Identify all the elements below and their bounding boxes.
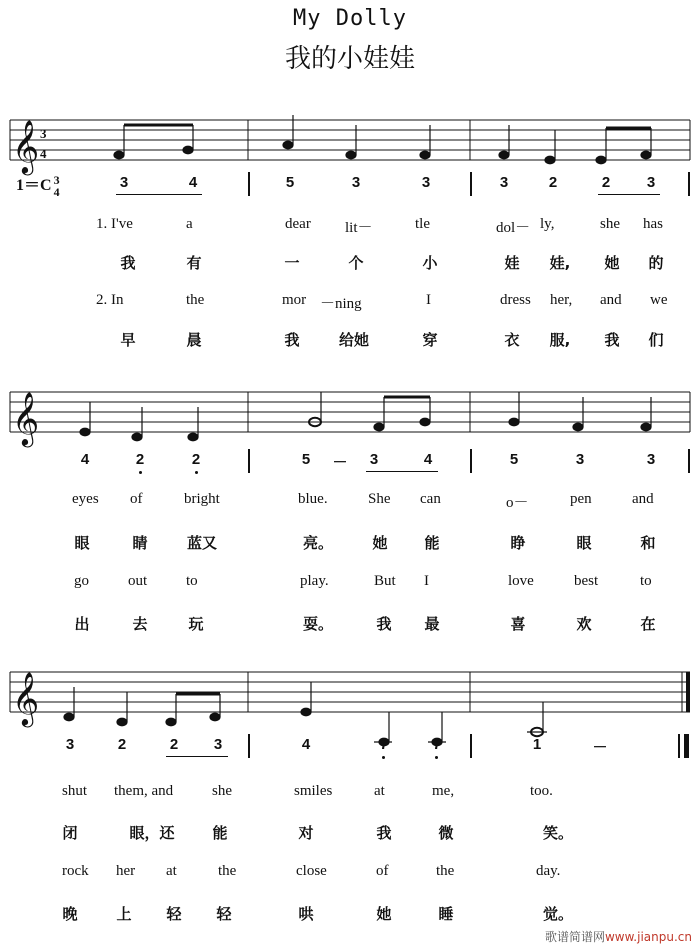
lyric-verse2: best	[574, 573, 599, 589]
lyric-cn-verse2: 晨	[186, 331, 202, 349]
lyric-verse1: tle	[415, 216, 430, 232]
lyric-verse1: bright	[184, 491, 220, 507]
lyric-cn-verse2: 睡	[438, 905, 454, 923]
lyric-cn-verse2: 玩	[188, 615, 204, 633]
lyric-verse2: to	[186, 573, 198, 589]
lyric-cn-verse2: 上	[116, 905, 132, 923]
key-label: 1＝C	[16, 177, 52, 194]
watermark	[545, 928, 692, 945]
lyric-cn-verse2: 们	[648, 331, 664, 349]
lyric-verse2: of	[376, 863, 389, 879]
lyric-cn-verse1: 我	[120, 254, 136, 272]
lyric-verse2: go	[74, 573, 89, 589]
jianpu-note: 3	[213, 736, 223, 753]
lyric-cn-verse1: 睁	[510, 534, 526, 552]
lyric-cn-verse2: 给她	[338, 331, 370, 349]
lyric-verse2: dress	[500, 292, 531, 308]
lyric-verse1: She	[368, 491, 391, 507]
lyric-cn-verse2: 我	[604, 331, 620, 349]
lyric-cn-verse2: 轻	[166, 905, 182, 923]
lyric-cn-verse1: 有	[186, 254, 202, 272]
lyric-verse2: mor	[282, 292, 307, 308]
beat-underline	[116, 194, 202, 195]
jianpu-note: 3	[646, 174, 656, 191]
lyric-cn-verse2: 在	[640, 615, 656, 633]
lyric-verse1: dol－	[496, 220, 531, 236]
lyric-verse1: o－	[506, 495, 529, 511]
jianpu-note: 2	[169, 736, 179, 753]
lyric-verse1: has	[643, 216, 663, 232]
lyric-cn-verse1: 一	[284, 254, 300, 272]
bar-line	[688, 172, 690, 196]
svg-text:3: 3	[40, 126, 47, 141]
lyric-verse2: at	[166, 863, 177, 879]
octave-dot-low	[195, 471, 198, 474]
key-signature	[16, 172, 60, 198]
beat-underline	[366, 471, 438, 472]
jianpu-note: 5	[301, 451, 311, 468]
octave-dot-low	[435, 756, 438, 759]
jianpu-note: 4	[423, 451, 433, 468]
lyric-cn-verse2: 哄	[298, 905, 314, 923]
lyric-cn-verse2: 欢	[576, 615, 592, 633]
treble-clef-icon: 𝄞	[12, 119, 40, 173]
jianpu-note: 2	[601, 174, 611, 191]
lyric-cn-verse1: 我	[376, 824, 392, 842]
final-bar-line	[684, 734, 689, 758]
lyric-verse2: we	[650, 292, 668, 308]
jianpu-note: 7	[432, 736, 442, 753]
jianpu-note: 7	[379, 736, 389, 753]
bar-line	[688, 449, 690, 473]
lyric-verse1: ly,	[540, 216, 555, 232]
lyric-verse1: shut	[62, 783, 88, 799]
lyric-verse2: 2. In	[96, 292, 124, 308]
lyric-cn-verse1: 娃,	[549, 254, 571, 272]
lyric-cn-verse2: 我	[284, 331, 300, 349]
lyric-cn-verse2: 轻	[216, 905, 232, 923]
lyric-verse2: －ning	[320, 296, 362, 312]
lyric-cn-verse1: 微	[438, 824, 454, 842]
lyric-verse2: But	[374, 573, 396, 589]
lyric-cn-verse1: 能	[424, 534, 440, 552]
lyric-cn-verse1: 蓝又	[186, 534, 218, 552]
jianpu-note: 3	[369, 451, 379, 468]
jianpu-note: 4	[301, 736, 311, 753]
jianpu-note: 3	[421, 174, 431, 191]
lyric-cn-verse1: 笑。	[542, 824, 574, 842]
jianpu-note: 3	[65, 736, 75, 753]
notes-row-1	[114, 115, 651, 164]
lyric-cn-verse1: 娃	[504, 254, 520, 272]
bar-line	[470, 449, 472, 473]
lyric-verse2: day.	[536, 863, 561, 879]
lyric-verse2: close	[296, 863, 327, 879]
lyric-cn-verse1: 闭	[62, 824, 78, 842]
lyric-cn-verse2: 觉。	[542, 905, 574, 923]
lyric-cn-verse2: 早	[120, 331, 136, 349]
lyric-cn-verse2: 衣	[504, 331, 520, 349]
lyric-verse2: I	[426, 292, 431, 308]
lyric-verse1: a	[186, 216, 193, 232]
beat-underline	[598, 194, 660, 195]
lyric-verse1: of	[130, 491, 143, 507]
jianpu-note: 5	[285, 174, 295, 191]
octave-dot-low	[382, 756, 385, 759]
lyric-verse1: she	[212, 783, 232, 799]
lyric-cn-verse2: 晚	[62, 905, 78, 923]
lyric-verse1: can	[420, 491, 441, 507]
jianpu-note: 3	[499, 174, 509, 191]
jianpu-note: 5	[509, 451, 519, 468]
bar-line	[248, 449, 250, 473]
jianpu-note: 3	[575, 451, 585, 468]
song-title-chinese: 我的小娃娃	[284, 44, 415, 74]
lyric-cn-verse1: 她	[372, 534, 388, 552]
lyric-cn-verse2: 耍。	[302, 615, 334, 633]
notes-row-2	[80, 392, 651, 441]
lyric-verse1: pen	[570, 491, 592, 507]
staff-row-2	[10, 392, 690, 432]
jianpu-note: 2	[191, 451, 201, 468]
jianpu-note: 3	[351, 174, 361, 191]
lyric-cn-verse2: 她	[376, 905, 392, 923]
watermark-domain: www.jianpu.cn	[604, 930, 692, 944]
song-title-english: My Dolly	[293, 6, 407, 31]
svg-text:4: 4	[40, 146, 47, 161]
lyric-cn-verse1: 的	[648, 254, 664, 272]
beat-underline	[166, 756, 228, 757]
lyric-cn-verse2: 我	[376, 615, 392, 633]
time-signature-jianpu: 3 4	[53, 173, 60, 200]
lyric-verse1: at	[374, 783, 385, 799]
lyric-verse1: too.	[530, 783, 553, 799]
lyric-verse1: them, and	[114, 783, 174, 799]
lyric-cn-verse1: 能	[212, 824, 228, 842]
lyric-cn-verse2: 服,	[549, 331, 571, 349]
lyric-verse2: to	[640, 573, 652, 589]
lyric-cn-verse1: 睛	[132, 534, 148, 552]
jianpu-note: 4	[188, 174, 198, 191]
lyric-cn-verse2: 最	[424, 615, 440, 633]
lyric-verse2: her,	[550, 292, 573, 308]
lyric-verse2: the	[218, 863, 237, 879]
lyric-verse1: dear	[285, 216, 311, 232]
jianpu-note: 3	[119, 174, 129, 191]
lyric-verse1: 1. I've	[96, 216, 133, 232]
lyric-cn-verse1: 眼	[576, 534, 592, 552]
treble-clef-icon: 𝄞	[12, 671, 40, 725]
lyric-cn-verse1: 个	[348, 254, 364, 272]
jianpu-note: 2	[548, 174, 558, 191]
lyric-cn-verse1: 和	[640, 534, 656, 552]
staff-row-3	[10, 672, 690, 712]
watermark-site: 歌谱简谱网	[544, 930, 605, 944]
lyric-verse2: her	[116, 863, 136, 879]
lyric-cn-verse1: 对	[298, 824, 314, 842]
lyric-verse1: and	[632, 491, 654, 507]
jianpu-note: 1	[532, 736, 542, 753]
lyric-verse1: lit－	[345, 220, 373, 236]
jianpu-note: 2	[117, 736, 127, 753]
bar-line	[678, 734, 680, 758]
bar-line	[470, 172, 472, 196]
jianpu-note: 3	[646, 451, 656, 468]
bar-line	[248, 734, 250, 758]
lyric-cn-verse2: 喜	[510, 615, 526, 633]
lyric-cn-verse1: 眼	[74, 534, 90, 552]
jianpu-note: 4	[80, 451, 90, 468]
lyric-verse1: me,	[432, 783, 455, 799]
bar-line	[248, 172, 250, 196]
lyric-verse2: rock	[62, 863, 89, 879]
lyric-verse2: out	[128, 573, 148, 589]
lyric-cn-verse1: 她	[604, 254, 620, 272]
lyric-cn-verse2: 穿	[422, 331, 438, 349]
lyric-verse1: smiles	[294, 783, 333, 799]
lyric-verse1: blue.	[298, 491, 328, 507]
octave-dot-low	[139, 471, 142, 474]
lyric-cn-verse1: 眼，还	[129, 824, 175, 842]
lyric-verse2: play.	[300, 573, 329, 589]
lyric-verse1: eyes	[72, 491, 99, 507]
bar-line	[470, 734, 472, 758]
time-signature	[40, 126, 47, 161]
lyric-verse2: I	[424, 573, 429, 589]
lyric-cn-verse2: 出	[74, 615, 90, 633]
jianpu-note: 2	[135, 451, 145, 468]
lyric-verse2: love	[508, 573, 534, 589]
jianpu-dash: －	[592, 739, 608, 756]
lyric-verse1: she	[600, 216, 620, 232]
lyric-verse2: the	[186, 292, 205, 308]
lyric-cn-verse2: 去	[132, 615, 148, 633]
lyric-verse2: and	[600, 292, 622, 308]
treble-clef-icon: 𝄞	[12, 391, 40, 445]
lyric-cn-verse1: 小	[422, 254, 438, 272]
lyric-cn-verse1: 亮。	[302, 534, 334, 552]
lyric-verse2: the	[436, 863, 455, 879]
jianpu-dash: －	[332, 454, 348, 471]
